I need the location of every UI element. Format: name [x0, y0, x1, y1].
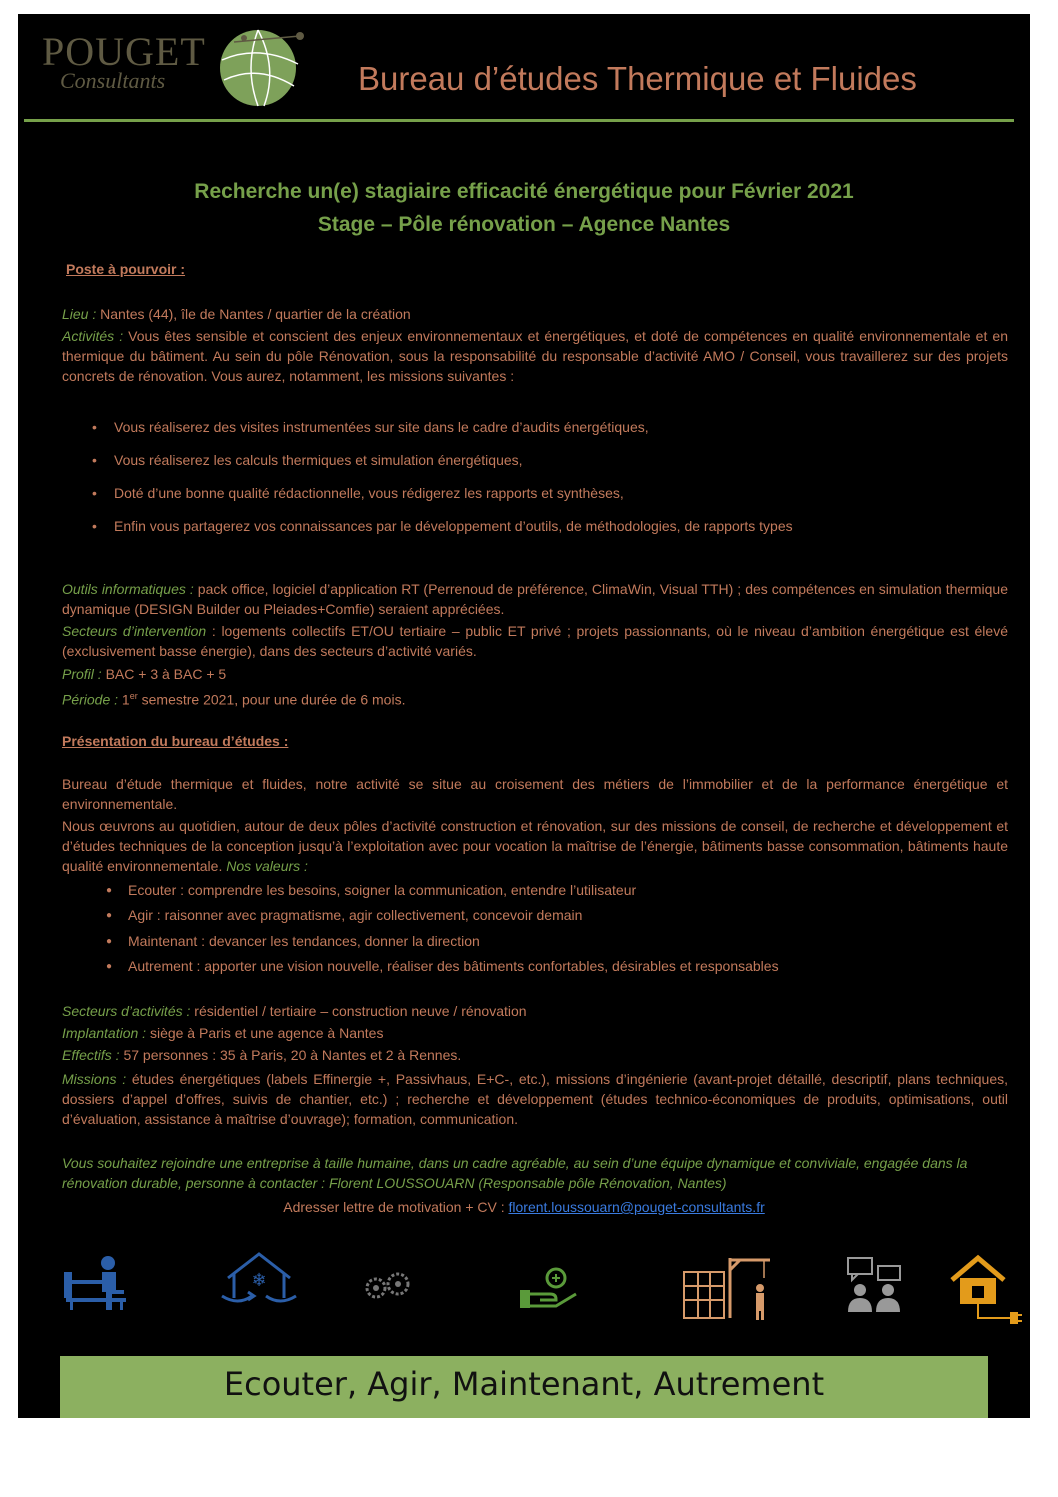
section-heading-poste: Poste à pourvoir : [66, 261, 186, 277]
lieu-label: Lieu : [62, 306, 97, 322]
outils-text: pack office, logiciel d’application RT (Perrenoud de préférence, ClimaWin, Visual TTH) ; des compétences en simulation thermique dynamique (DESIGN Builder ou Pleiades+Comfie) seraient appréciées. [62, 581, 1008, 617]
bureau-paragraph-2: Nous œuvrons au quotidien, autour de deux pôles d’activité construction et rénovation, sur des missions de conseil, de recherche et développement et d’études techniques de la conception jusqu’à l’exploitation avec pour vocation la maîtrise de l’énergie, bâtiments basse consommation, bâtiments haute qualité environnementale. Nos valeurs : [62, 818, 1008, 874]
lieu-line [62, 304, 1008, 324]
periode-text: semestre 2021, pour une durée de 6 mois. [137, 691, 406, 708]
offer-title: Recherche un(e) stagiaire efficacité énergétique pour Février 2021 [194, 180, 854, 203]
bureau-paragraph-1: Bureau d’étude thermique et fluides, notre activité se situe au croisement des métiers de l’immobilier et de la performance énergétique et environnementale. [62, 776, 1008, 812]
smart-home-plug-icon [948, 1254, 1024, 1328]
missions-paragraph: Missions : études énergétiques (labels Effinergie +, Passivhaus, E+C-, etc.), missions d’ingénierie (avant-projet détaillé, descriptif, plans techniques, dossiers d’appel d’offres, suivis de chantier, etc.) ; recherche et développement (études technico-économiques de produits, optimisations, outil d’évaluation, assistance à maîtrise d’ouvrage); formation, communication. [62, 1071, 1009, 1127]
activites-paragraph [62, 326, 1008, 386]
meeting-people-icon [842, 1254, 906, 1316]
hand-plant-icon [516, 1264, 582, 1312]
list-item: ● Ecouter : comprendre les besoins, soigner la communication, entendre l’utilisateur [106, 882, 637, 898]
header-title: Bureau d’études Thermique et Fluides [358, 60, 917, 97]
valeurs-label: Nos valeurs : [222, 858, 308, 874]
list-item: ● Agir : raisonner avec pragmatisme, agir collectivement, concevoir demain [106, 907, 583, 923]
profil-label: Profil : [62, 666, 102, 682]
construction-site-icon [680, 1252, 776, 1322]
profil-line [62, 664, 1008, 684]
periode-line: Période : 1er semestre 2021, pour une durée de 6 mois. [62, 691, 406, 708]
footer-banner [60, 1356, 988, 1418]
house-climate-icon [218, 1248, 300, 1310]
outils-paragraph [62, 579, 1008, 619]
list-item: • Doté d’une bonne qualité rédactionnelle, vous rédigerez les rapports et synthèses, [92, 485, 624, 501]
lieu-text: Nantes (44), île de Nantes / quartier de la création [96, 306, 411, 322]
document-page [18, 14, 1030, 1418]
header-divider [24, 119, 1014, 122]
office-worker-icon [62, 1254, 130, 1310]
periode-label: Période : [62, 691, 119, 708]
logo-wordmark: POUGET [42, 29, 206, 74]
secteurs-activites-line: Secteurs d’activités : résidentiel / tertiaire – construction neuve / rénovation [62, 1003, 527, 1019]
outils-label: Outils informatiques : [62, 581, 194, 597]
secteurs-intervention-label: Secteurs d’intervention [62, 623, 207, 639]
list-item: ● Maintenant : devancer les tendances, donner la direction [106, 933, 480, 949]
list-item: • Enfin vous partagerez vos connaissances par le développement d’outils, de méthodologies, de rapports types [92, 518, 793, 534]
contact-address-line: Adresser lettre de motivation + CV : florent.loussouarn@pouget-consultants.fr [283, 1199, 765, 1215]
gears-icon [362, 1270, 414, 1304]
list-item: • Vous réaliserez les calculs thermiques et simulation énergétiques, [92, 452, 523, 468]
profil-text: BAC + 3 à BAC + 5 [101, 666, 227, 682]
logo-subtitle: Consultants [60, 68, 166, 93]
activites-label: Activités : [62, 328, 124, 344]
footer-slogan: Ecouter, Agir, Maintenant, Autrement [223, 1365, 825, 1403]
secteurs-intervention-text: : logements collectifs ET/OU tertiaire – public ET privé ; projets passionnants, où le niveau d’ambition énergétique est élevé (exclusivement basse énergie), dans des secteurs d’activité variés. [62, 623, 1008, 659]
contact-paragraph: Vous souhaitez rejoindre une entreprise à taille humaine, dans un cadre agréable, au sein d’une équipe dynamique et conviviale, engagée dans la rénovation durable, personne à contacter : Florent LOUSSOUARN (Responsable pôle Rénovation, Nantes) [62, 1155, 968, 1191]
section-heading-bureau: Présentation du bureau d’études : [62, 733, 289, 749]
offer-subtitle: Stage – Pôle rénovation – Agence Nantes [317, 213, 731, 236]
effectifs-line: Effectifs : 57 personnes : 35 à Paris, 20 à Nantes et 2 à Rennes. [62, 1047, 462, 1063]
implantation-line: Implantation : siège à Paris et une agence à Nantes [62, 1025, 384, 1041]
logo-globe-icon [214, 24, 310, 114]
secteurs-intervention-paragraph [62, 621, 1008, 661]
activites-text: Vous êtes sensible et conscient des enjeux environnementaux et énergétiques, et doté de compétences en qualité environnementale et en thermique du bâtiment. Au sein du pôle Rénovation, sous la responsabilité du responsable d’activité AMO / Conseil, vous travaillerez sur des projets concrets de rénovation. Vous aurez, notamment, les missions suivantes : [62, 328, 1008, 384]
list-item: • Vous réaliserez des visites instrumentées sur site dans le cadre d’audits énergétiques, [92, 419, 649, 435]
svg-text:❄: ❄ [251, 1270, 267, 1291]
list-item: ● Autrement : apporter une vision nouvelle, réaliser des bâtiments confortables, désirables et responsables [106, 958, 779, 974]
contact-email-link[interactable]: florent.loussouarn@pouget-consultants.fr [508, 1199, 765, 1215]
